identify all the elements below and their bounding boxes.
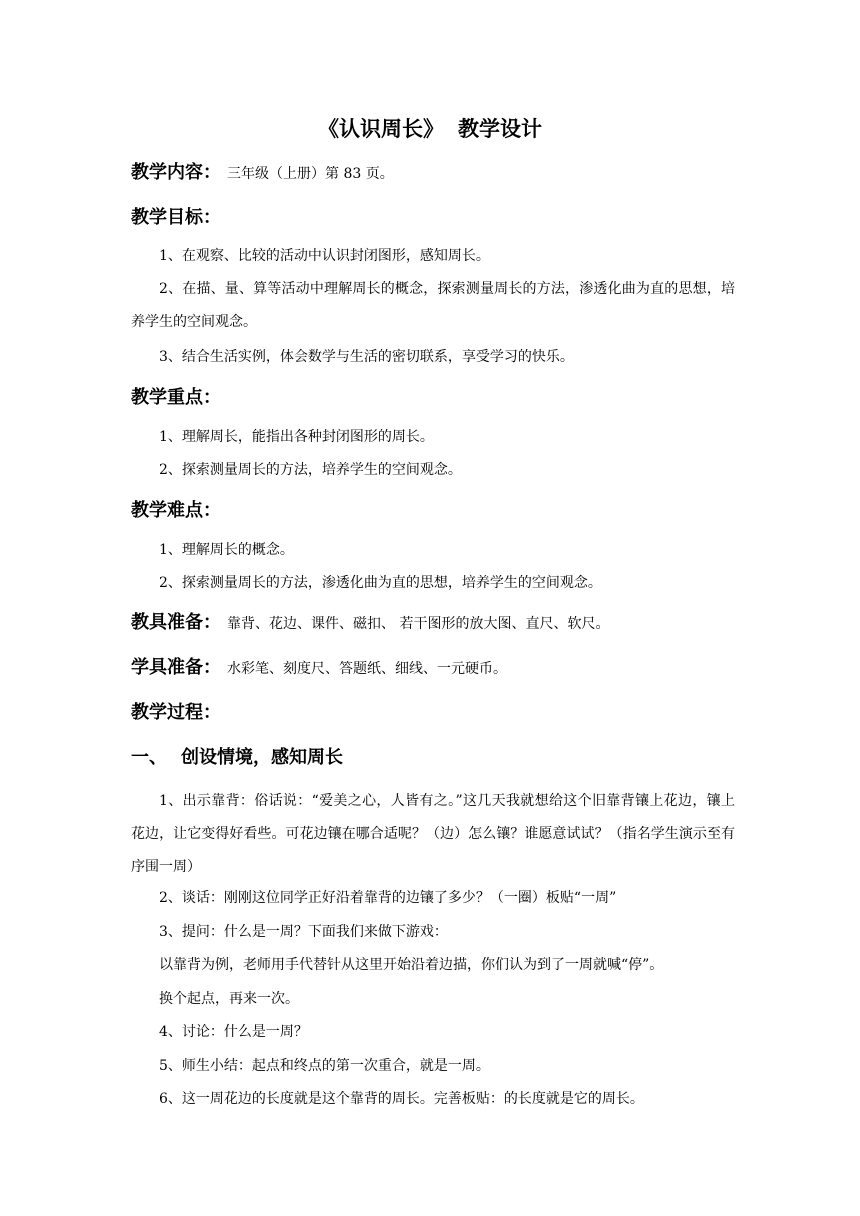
process-step: 换个起点，再来一次。 bbox=[159, 991, 299, 1007]
process-step: 1、出示靠背：俗话说：“爱美之心，人皆有之。”这几天我就想给这个旧靠背镶上花边，镶上花边，让它变得好看些。可花边镶在哪合适呢？（边）怎么镶？谁愿意试试？（指名学生演示至有序围一周） bbox=[131, 793, 735, 875]
process-step: 2、谈话：刚刚这位同学正好沿着靠背的边镶了多少？（一圈）板贴“一周” bbox=[159, 890, 617, 906]
document-title bbox=[0, 114, 860, 144]
difficult-point-item: 1、理解周长的概念。 bbox=[159, 542, 294, 558]
difficult-label: 教学难点： bbox=[131, 500, 221, 521]
goal-item: 3、结合生活实例，体会数学与生活的密切联系，享受学习的快乐。 bbox=[159, 349, 574, 365]
tools-label: 教具准备： bbox=[131, 612, 221, 633]
title-sub: 教学设计 bbox=[458, 117, 542, 141]
section-title: 创设情境，感知周长 bbox=[181, 747, 343, 768]
student-tools-label: 学具准备： bbox=[131, 657, 221, 678]
process-heading bbox=[131, 700, 221, 726]
process-step: 5、师生小结：起点和终点的第一次重合，就是一周。 bbox=[159, 1058, 490, 1074]
tools-heading bbox=[131, 610, 609, 637]
difficult-points-heading bbox=[131, 498, 221, 524]
process-step: 3、提问：什么是一周？下面我们来做下游戏： bbox=[159, 924, 448, 940]
key-label: 教学重点： bbox=[131, 387, 221, 408]
student-tools-value: 水彩笔、刻度尺、答题纸、细线、一元硬币。 bbox=[227, 661, 507, 677]
process-step: 4、讨论：什么是一周？ bbox=[159, 1024, 308, 1040]
content-label: 教学内容： bbox=[131, 162, 221, 183]
section-one-heading bbox=[131, 745, 343, 771]
key-point-item: 2、探索测量周长的方法，培养学生的空间观念。 bbox=[159, 462, 462, 478]
process-step: 6、这一周花边的长度就是这个靠背的周长。完善板贴：的长度就是它的周长。 bbox=[159, 1091, 644, 1107]
content-value: 三年级（上册）第 83 页。 bbox=[227, 166, 394, 182]
process-label: 教学过程： bbox=[131, 702, 221, 723]
content-heading bbox=[131, 160, 394, 187]
difficult-point-item: 2、探索测量周长的方法，渗透化曲为直的思想，培养学生的空间观念。 bbox=[159, 575, 602, 591]
section-number: 一、 bbox=[131, 747, 167, 768]
goal-item: 1、在观察、比较的活动中认识封闭图形，感知周长。 bbox=[159, 248, 490, 264]
key-points-heading bbox=[131, 385, 221, 411]
student-tools-heading bbox=[131, 655, 507, 682]
key-point-item: 1、理解周长，能指出各种封闭图形的周长。 bbox=[159, 429, 434, 445]
goal-item: 2、在描、量、算等活动中理解周长的概念，探索测量周长的方法，渗透化曲为直的思想，培养学生的空间观念。 bbox=[131, 281, 735, 330]
goals-label: 教学目标： bbox=[131, 207, 221, 228]
tools-value: 靠背、花边、课件、磁扣、 若干图形的放大图、直尺、软尺。 bbox=[227, 616, 610, 632]
process-step: 以靠背为例，老师用手代替针从这里开始沿着边描，你们认为到了一周就喊“停”。 bbox=[159, 957, 664, 973]
goals-heading bbox=[131, 205, 221, 231]
title-main: 《认识周长》 bbox=[318, 117, 444, 141]
